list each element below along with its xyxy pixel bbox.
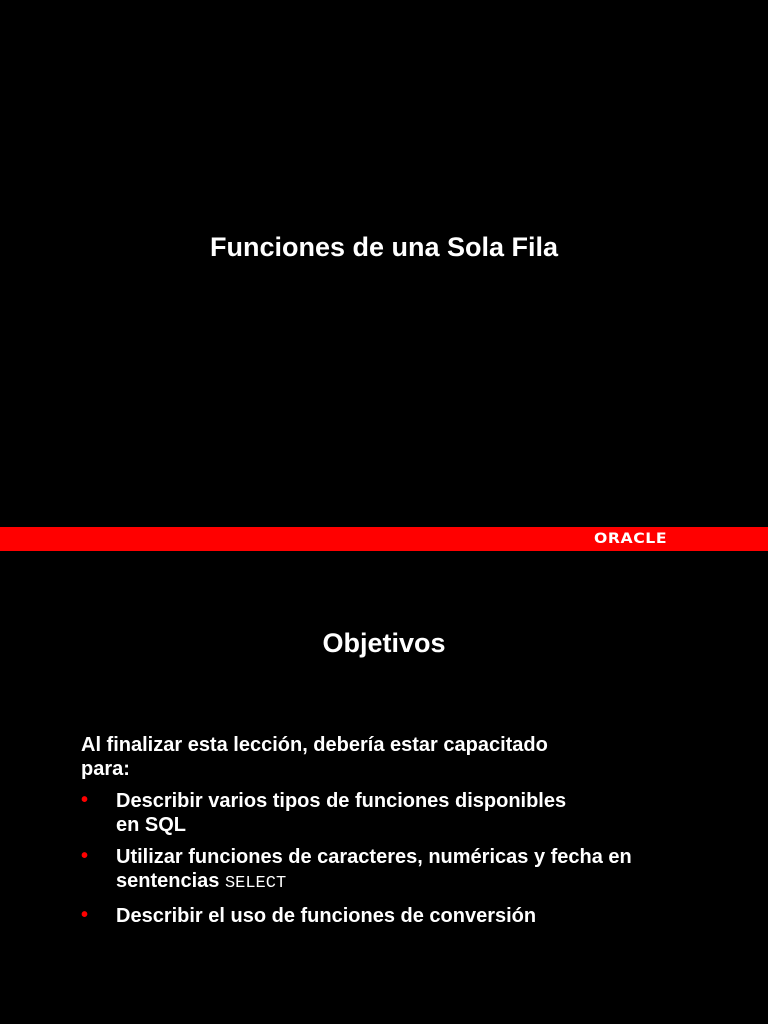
bullet-line-2: sentencias bbox=[116, 870, 225, 892]
list-item bbox=[81, 845, 721, 896]
slide-title: Funciones de una Sola Fila bbox=[209, 232, 559, 262]
intro-line-2: para: bbox=[81, 758, 130, 780]
bullet-line-1: Describir el uso de funciones de conversión bbox=[116, 905, 537, 927]
section-heading: Objetivos bbox=[322, 628, 446, 658]
bullet-icon: • bbox=[81, 789, 89, 811]
bullet-icon: • bbox=[81, 904, 89, 926]
bullet-line-1: Describir varios tipos de funciones disponibles bbox=[116, 790, 567, 812]
objectives-list bbox=[81, 789, 721, 936]
bullet-line-2: en SQL bbox=[116, 814, 187, 836]
bullet-line-1: Utilizar funciones de caracteres, numéricas y fecha en bbox=[116, 846, 632, 868]
list-item bbox=[81, 789, 721, 837]
oracle-logo: ORACLE bbox=[594, 531, 668, 547]
list-item bbox=[81, 904, 721, 928]
intro-text bbox=[81, 733, 621, 781]
intro-line-1: Al finalizar esta lección, debería estar capacitado bbox=[81, 734, 548, 756]
code-keyword: SELECT bbox=[224, 874, 287, 893]
bullet-icon: • bbox=[81, 845, 89, 867]
